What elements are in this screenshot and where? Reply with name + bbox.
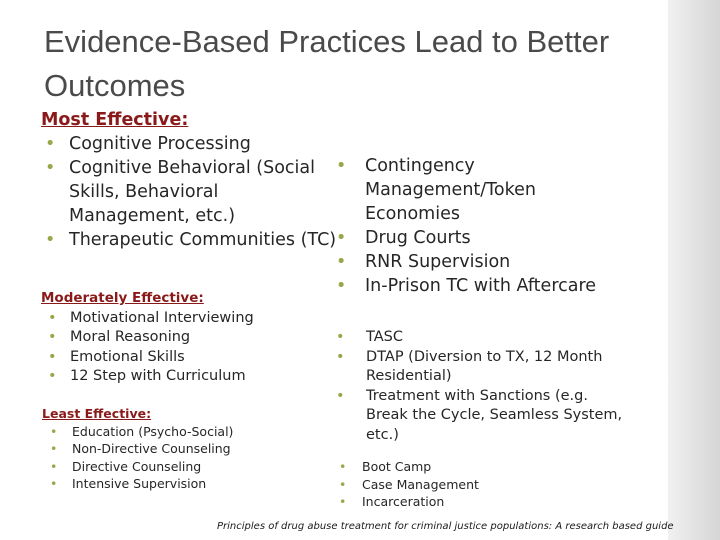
most-effective-section xyxy=(41,108,339,252)
most-effective-list xyxy=(41,132,339,252)
least-effective-list xyxy=(42,423,233,493)
bullet-icon: • xyxy=(336,348,345,365)
bullet-icon: • xyxy=(336,276,347,296)
list-item: • Drug Courts xyxy=(336,228,471,248)
list-item: • Motivational Interviewing xyxy=(41,309,254,329)
moderately-effective-section xyxy=(41,289,254,387)
list-item: • TASC xyxy=(336,328,626,348)
moderately-effective-list xyxy=(41,309,254,387)
list-item: • Emotional Skills xyxy=(41,348,254,368)
decorative-side-bar xyxy=(668,0,720,540)
least-effective-right-column xyxy=(336,458,626,511)
bullet-icon: • xyxy=(339,494,347,509)
list-item: • Cognitive Behavioral (Social Skills, Behavioral Management, etc.) xyxy=(45,158,315,226)
bullet-icon: • xyxy=(45,158,56,178)
least-effective-right-list xyxy=(336,458,626,511)
list-item: • Education (Psycho-Social) xyxy=(50,423,234,439)
moderately-effective-right-list xyxy=(336,328,626,445)
bullet-icon: • xyxy=(50,476,58,491)
bullet-icon: • xyxy=(45,230,56,250)
bullet-icon: • xyxy=(339,476,347,492)
bullet-icon: • xyxy=(48,348,57,365)
least-effective-heading: Least Effective: xyxy=(42,406,152,421)
bullet-icon: • xyxy=(336,156,347,176)
list-item: • 12 Step with Curriculum xyxy=(41,367,254,387)
list-item: • Incarceration xyxy=(339,494,445,509)
bullet-icon: • xyxy=(48,329,57,345)
list-item: • Cognitive Processing xyxy=(45,134,251,154)
moderately-effective-right-column xyxy=(336,328,626,445)
list-item: • Contingency Management/Token Economies xyxy=(336,156,536,224)
most-effective-right-column xyxy=(336,154,626,298)
list-item: • Directive Counseling xyxy=(50,458,202,474)
bullet-icon: • xyxy=(339,459,347,474)
least-effective-section xyxy=(42,405,233,493)
bullet-icon: • xyxy=(336,252,347,272)
list-item: • Intensive Supervision xyxy=(50,476,207,491)
bullet-icon: • xyxy=(48,368,57,384)
list-item: • Boot Camp xyxy=(339,459,432,474)
list-item: • In-Prison TC with Aftercare xyxy=(336,276,597,296)
bullet-icon: • xyxy=(50,423,58,439)
bullet-icon: • xyxy=(336,329,345,345)
list-item: • Moral Reasoning xyxy=(41,328,254,348)
bullet-icon: • xyxy=(50,458,58,474)
bullet-icon: • xyxy=(45,134,56,154)
bullet-icon: • xyxy=(48,309,57,326)
list-item: • Non-Directive Counseling xyxy=(50,441,231,456)
most-effective-right-list xyxy=(336,154,626,298)
slide-title: Evidence-Based Practices Lead to Better Outcomes xyxy=(44,24,610,103)
bullet-icon: • xyxy=(336,387,345,404)
moderately-effective-heading: Moderately Effective: xyxy=(41,290,204,306)
source-citation: Principles of drug abuse treatment for criminal justice populations: A research based guide xyxy=(217,521,674,532)
bullet-icon: • xyxy=(336,228,347,248)
most-effective-heading: Most Effective: xyxy=(41,110,189,130)
list-item: • RNR Supervision xyxy=(336,252,511,272)
list-item: • Case Management xyxy=(339,476,479,492)
list-item: • Treatment with Sanctions (e.g. Break the Cycle, Seamless System, etc.) xyxy=(336,387,623,443)
bullet-icon: • xyxy=(50,441,58,456)
list-item: • DTAP (Diversion to TX, 12 Month Residential) xyxy=(336,348,603,384)
list-item: • Therapeutic Communities (TC) xyxy=(45,230,337,250)
